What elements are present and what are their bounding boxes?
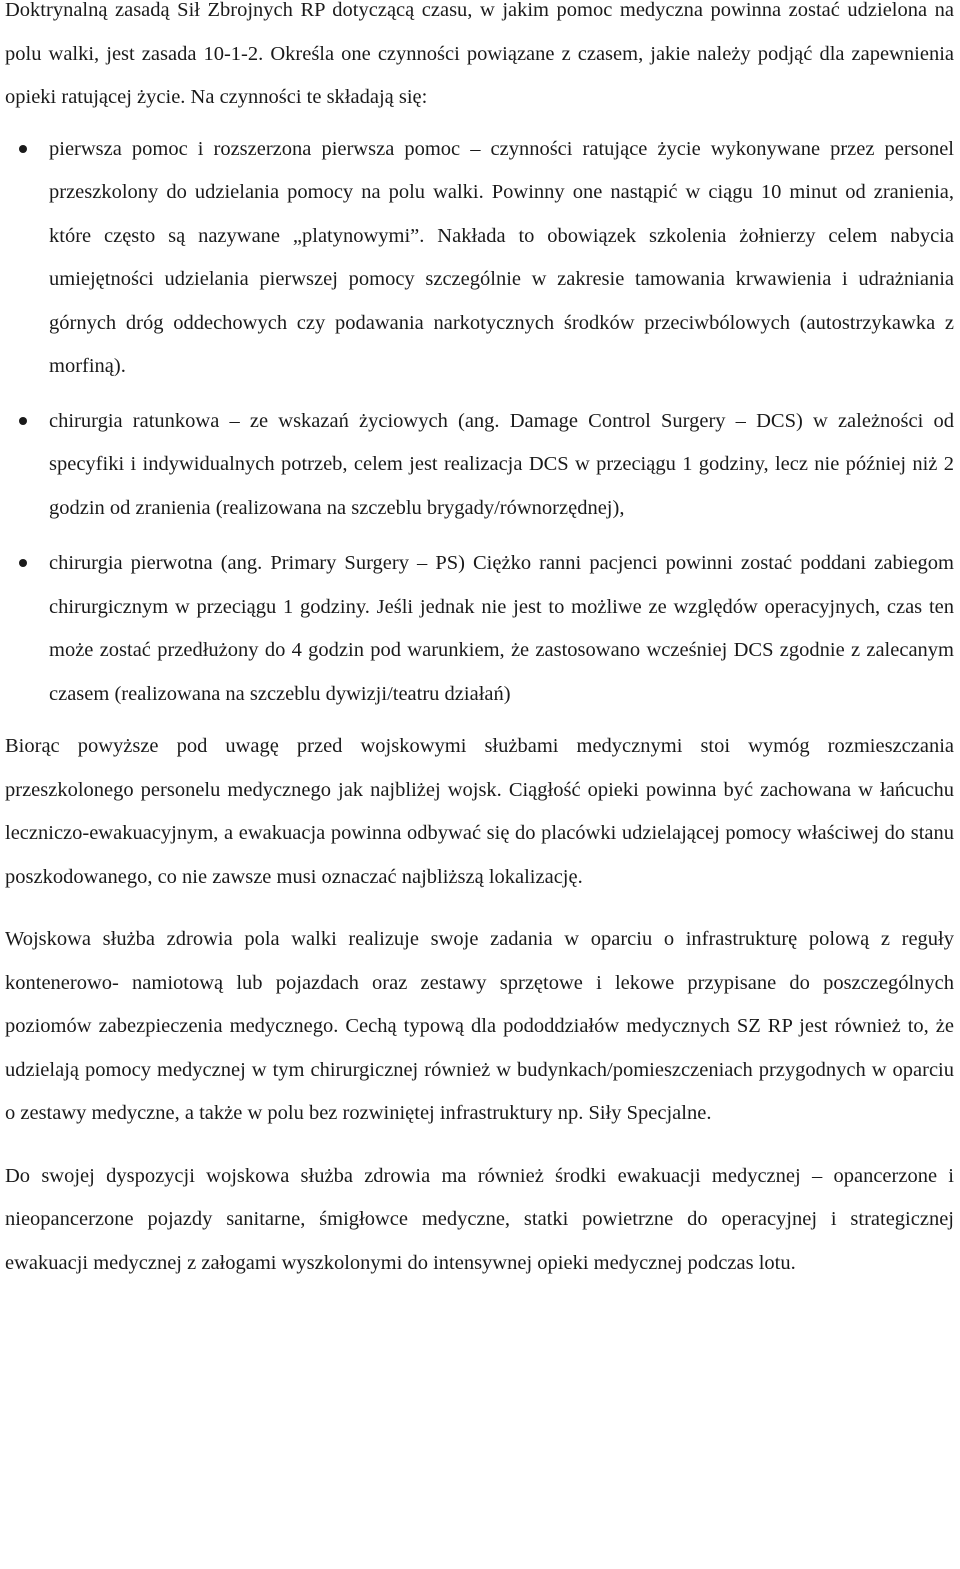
bullet-icon (19, 145, 27, 153)
bullet-icon (19, 417, 27, 425)
body-paragraph: Do swojej dyspozycji wojskowa służba zdrowia ma również środki ewakuacji medycznej – opancerzone i nieopancerzone pojazdy sanitarne, śmigłowce medyczne, statki powietrzne do operacyjnej i strategicznej ewakuacji medycznej z załogami wyszkolonymi do intensywnej opieki medycznej podczas lotu. (5, 1164, 954, 1274)
intro-paragraph: Doktrynalną zasadą Sił Zbrojnych RP dotyczącą czasu, w jakim pomoc medyczna powinna zostać udzielona na polu walki, jest zasada 10-1-2. Określa one czynności powiązane z czasem, jakie należy podjąć dla zapewnienia opieki ratującej życie. Na czynności te składają się: (5, 0, 954, 108)
bullet-list (5, 128, 954, 717)
bullet-icon (19, 559, 27, 567)
list-item-text: chirurgia pierwotna (ang. Primary Surgery – PS) Ciężko ranni pacjenci powinni zostać poddani zabiegom chirurgicznym w przeciągu 1 godziny. Jeśli jednak nie jest to możliwe ze względów operacyjnych, czas ten może zostać przedłużony do 4 godzin pod warunkiem, że zastosowano wcześniej DCS zgodnie z zalecanym czasem (realizowana na szczeblu dywizji/teatru działań) (49, 552, 954, 705)
list-item (5, 128, 954, 389)
list-item-text: chirurgia ratunkowa – ze wskazań życiowych (ang. Damage Control Surgery – DCS) w zależności od specyfiki i indywidualnych potrzeb, celem jest realizacja DCS w przeciągu 1 godziny, lecz nie później niż 2 godzin od zranienia (realizowana na szczeblu brygady/równorzędnej), (49, 409, 954, 519)
list-item (5, 400, 954, 531)
body-paragraph: Biorąc powyższe pod uwagę przed wojskowymi służbami medycznymi stoi wymóg rozmieszczania przeszkolonego personelu medycznego jak najbliżej wojsk. Ciągłość opieki powinna być zachowana w łańcuchu leczniczo-ewakuacyjnym, a ewakuacja powinna odbywać się do placówki udzielającej pomocy właściwej do stanu poszkodowanego, co nie zawsze musi oznaczać najbliższą lokalizację. (5, 735, 954, 888)
list-item-text: pierwsza pomoc i rozszerzona pierwsza pomoc – czynności ratujące życie wykonywane przez personel przeszkolony do udzielania pomocy na polu walki. Powinny one nastąpić w ciągu 10 minut od zranienia, które często są nazywane „platynowymi”. Nakłada to obowiązek szkolenia żołnierzy celem nabycia umiejętności udzielania pierwszej pomocy szczególnie w zakresie tamowania krwawienia i udrażniania górnych dróg oddechowych czy podawania narkotycznych środków przeciwbólowych (autostrzykawka z morfiną). (49, 137, 954, 377)
body-paragraph: Wojskowa służba zdrowia pola walki realizuje swoje zadania w oparciu o infrastrukturę polową z reguły kontenerowo- namiotową lub pojazdach oraz zestawy sprzętowe i lekowe przypisane do poszczególnych poziomów zabezpieczenia medycznego. Cechą typową dla pododdziałów medycznych SZ RP jest również to, że udzielają pomocy medycznej w tym chirurgicznej również w budynkach/pomieszczeniach przygodnych w oparciu o zestawy medyczne, a także w polu bez rozwiniętej infrastruktury np. Siły Specjalne. (5, 928, 954, 1124)
list-item (5, 542, 954, 716)
